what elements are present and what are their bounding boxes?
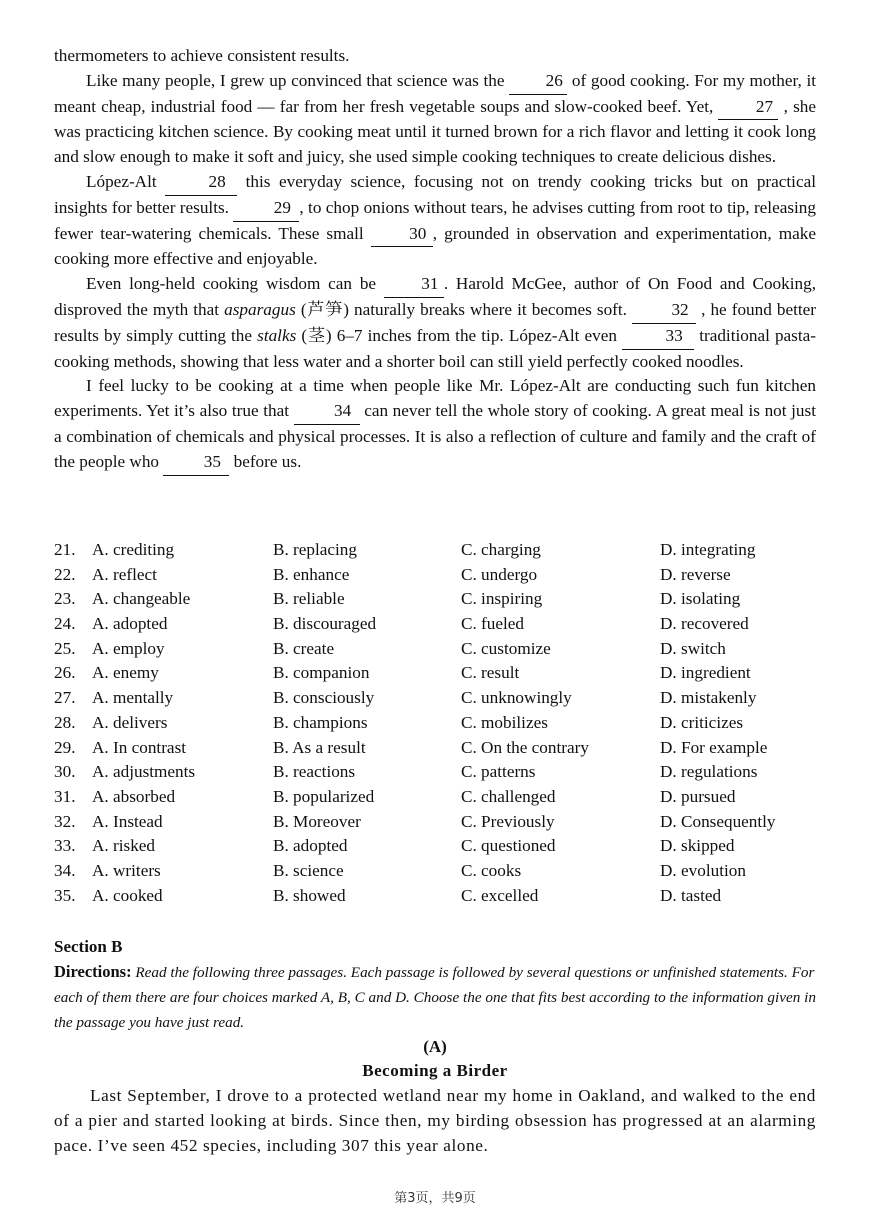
option-d: D. tasted [660,885,722,905]
option-d: D. regulations [660,762,758,782]
answer-options [54,538,834,908]
option-d: D. skipped [660,836,735,856]
option-c: C. excelled [461,885,539,905]
option-c: C. fueled [461,614,525,634]
option-c: C. unknowingly [461,688,572,708]
section-b-title: Section B [54,937,123,956]
cloze-passage [54,44,816,476]
option-c: C. patterns [461,762,536,782]
option-d: D. criticizes [660,712,744,732]
blank-26: 26 [509,69,567,95]
paragraph-1: Like many people, I grew up convinced that science was the 26 of good cooking. For my mother, it meant cheap, industrial food — far from her fresh vegetable soups and slow-cooked beef. Yet, 27 , she was practicing kitchen science. By cooking meat until it turned brown for a rich flavor and letting it cook long and slow enough to make it soft and juicy, she used simple cooking techniques to create delicious dishes. [54,70,817,167]
option-b: B. As a result [273,737,366,757]
option-c: C. challenged [461,786,556,806]
option-a: A. absorbed [92,786,176,806]
option-row [54,760,834,785]
option-a: A. adopted [92,614,168,634]
blank-28: 28 [165,170,237,196]
term-stalks: stalks [257,325,297,345]
passage-label: (A) [423,1037,447,1056]
blank-30: 30 [371,222,433,248]
question-number: 24. [54,614,76,634]
option-row [54,736,834,761]
option-a: A. cooked [92,885,163,905]
option-c: C. charging [461,540,541,559]
option-c: C. inspiring [461,589,543,609]
passage-title: Becoming a Birder [362,1061,508,1080]
paragraph-0: thermometers to achieve consistent results. [54,46,350,65]
directions-text: Read the following three passages. Each passage is followed by several questions or unfinished statements. For each of them there are four choices marked A, B, C and D. Choose the one that fits best according to the information given in the passage you have just read. [54,964,816,1031]
question-number: 35. [54,885,76,905]
option-c: C. questioned [461,836,556,856]
blank-34: 34 [294,399,360,425]
blank-32: 32 [632,298,696,324]
option-d: D. reverse [660,564,731,584]
option-a: A. changeable [92,589,191,609]
question-number: 28. [54,712,76,732]
question-number: 21. [54,540,76,559]
blank-29: 29 [233,196,299,222]
option-a: A. In contrast [92,737,187,757]
question-number: 23. [54,589,76,609]
option-c: C. result [461,663,520,683]
option-c: C. customize [461,638,551,658]
option-b: B. showed [273,885,346,905]
option-d: D. For example [660,737,768,757]
option-c: C. mobilizes [461,712,548,732]
option-a: A. reflect [92,564,157,584]
option-a: A. delivers [92,712,168,732]
option-row [54,612,834,637]
option-c: C. On the contrary [461,737,589,757]
question-number: 29. [54,737,76,757]
option-b: B. enhance [273,564,350,584]
paragraph-2: López-Alt 28 this everyday science, focusing not on trendy cooking tricks but on practical insights for better results. 29 , to chop onions without tears, he advises cutting from root to tip, releasing fewer tear-watering chemicals. These small 30 , grounded in observation and experimentation, make cooking more effective and enjoyable. [54,171,816,269]
term-asparagus: asparagus [224,299,296,319]
question-number: 32. [54,811,76,831]
blank-35: 35 [163,450,229,476]
blank-33: 33 [622,324,694,350]
option-row [54,810,834,835]
option-b: B. discouraged [273,614,377,634]
option-row [54,686,834,711]
option-b: B. reactions [273,762,356,782]
option-row [54,884,834,909]
question-number: 34. [54,860,76,880]
question-number: 27. [54,688,76,708]
option-d: D. pursued [660,786,736,806]
question-number: 31. [54,786,76,806]
option-b: B. consciously [273,688,375,708]
option-b: B. Moreover [273,811,361,831]
option-b: B. reliable [273,589,345,609]
option-a: A. Instead [92,811,163,831]
directions-label: Directions: [54,962,132,981]
option-d: D. mistakenly [660,688,757,708]
passage-a-paragraph: Last September, I drove to a protected wetland near my home in Oakland, and walked to the end of a pier and started looking at birds. Since then, my birding obsession has progressed at an alarming pace. I’ve seen 452 species, including 307 this year alone. [54,1086,816,1155]
option-row [54,834,834,859]
option-d: D. integrating [660,540,756,559]
paragraph-4: I feel lucky to be cooking at a time when people like Mr. López-Alt are conducting such fun kitchen experiments. Yet it’s also true that 34 can never tell the whole story of cooking. A great meal is not just a combination of chemicals and physical processes. It is also a reflection of culture and family and the craft of the people who 35 before us. [54,374,816,475]
option-b: B. companion [273,663,370,683]
option-row [54,859,834,884]
option-a: A. writers [92,860,161,880]
passage-a-text [54,1083,816,1158]
question-number: 26. [54,663,76,683]
option-a: A. mentally [92,688,174,708]
option-a: A. risked [92,836,156,856]
option-row [54,538,834,563]
blank-27: 27 [718,95,778,121]
option-a: A. adjustments [92,762,196,782]
option-b: B. adopted [273,836,348,856]
option-b: B. science [273,860,344,880]
option-row [54,587,834,612]
blank-31: 31 [384,272,444,298]
page-number: 第3页，共9页 [394,1191,476,1206]
option-row [54,711,834,736]
question-number: 33. [54,836,76,856]
question-number: 22. [54,564,76,584]
option-d: D. switch [660,638,726,658]
option-c: C. cooks [461,860,522,880]
option-b: B. champions [273,712,368,732]
option-d: D. ingredient [660,663,751,683]
option-b: B. popularized [273,786,375,806]
question-number: 25. [54,638,76,658]
option-b: B. replacing [273,540,357,559]
option-a: A. crediting [92,540,175,559]
paragraph-3: Even long-held cooking wisdom can be 31 . Harold McGee, author of On Food and Cooking, disproved the myth that asparagus (芦笋) naturally breaks where it becomes soft. 32 , he found better results by simply cutting the stalks (茎) 6–7 inches from the tip. López-Alt even 33 traditional pasta-cooking methods, showing that less water and a shorter boil can still yield perfectly cooked noodles. [54,274,817,371]
option-row [54,785,834,810]
option-a: A. enemy [92,663,159,683]
option-b: B. create [273,638,335,658]
option-d: D. recovered [660,614,749,634]
option-row [54,563,834,588]
option-d: D. isolating [660,589,741,609]
directions [54,959,816,1035]
option-d: D. evolution [660,860,746,880]
option-c: C. Previously [461,811,555,831]
option-row [54,637,834,662]
question-number: 30. [54,762,76,782]
option-d: D. Consequently [660,811,776,831]
option-row [54,661,834,686]
option-a: A. employ [92,638,165,658]
option-c: C. undergo [461,564,538,584]
